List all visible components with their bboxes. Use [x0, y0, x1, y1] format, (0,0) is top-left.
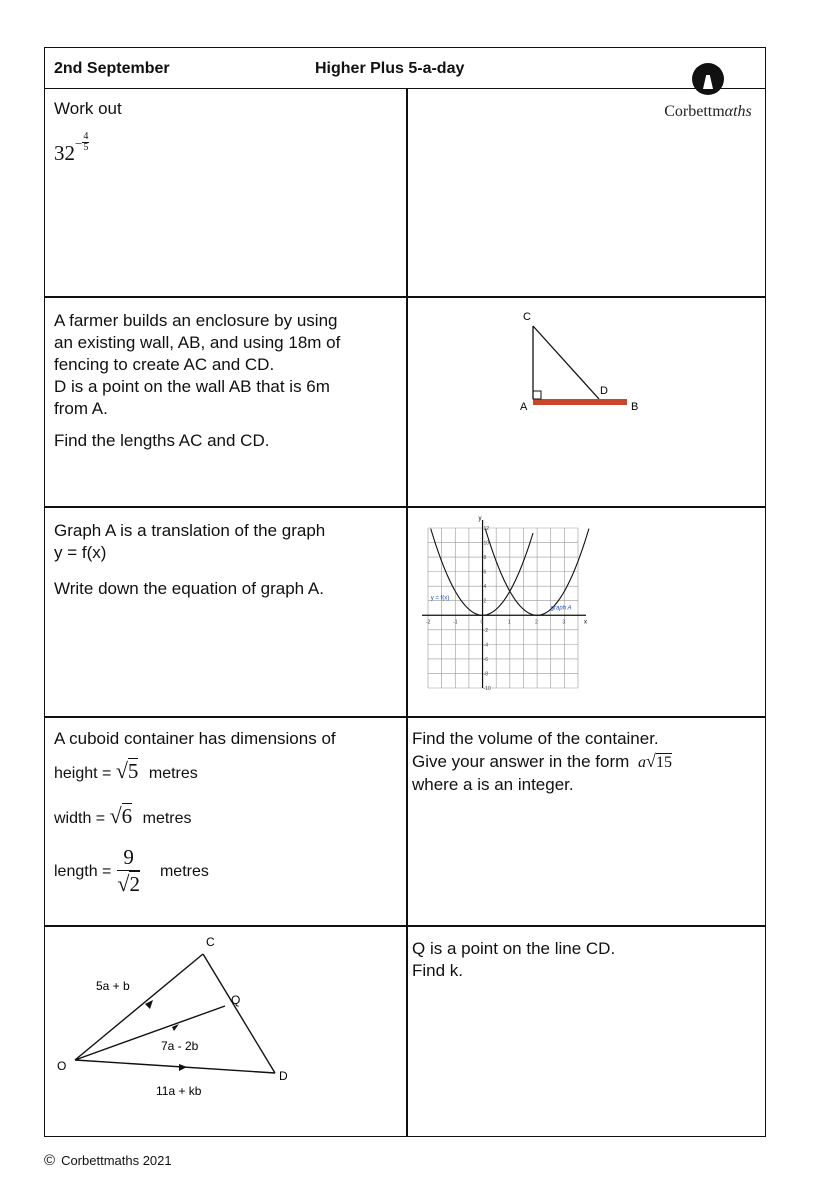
q4-height-row [54, 760, 399, 785]
q2-right-angle-mark [533, 391, 541, 399]
question-2 [54, 310, 399, 452]
y-tick-label: -2 [483, 627, 488, 634]
y-tick-label: -10 [483, 686, 491, 692]
q4-task-3: where a is an integer. [412, 775, 574, 794]
q4-height-sqrt-icon: √ [115, 758, 128, 783]
corbettmaths-logo-text [652, 103, 764, 121]
q4-height-value: 5 [127, 759, 139, 783]
q2-line-3: fencing to create AC and CD. [54, 355, 275, 374]
q4-task-2: Give your answer in the form [412, 752, 630, 771]
q4-intro: A cuboid container has dimensions of [54, 729, 336, 748]
q5-label-c: C [206, 935, 215, 949]
worksheet-table [44, 47, 766, 1137]
row-divider-2 [45, 506, 765, 508]
q5-vector-od-label: 11a + kb [156, 1084, 202, 1098]
y-tick-label: 12 [483, 526, 490, 532]
q5-line-od [75, 1060, 275, 1073]
q4-length-fraction [117, 846, 140, 898]
q2-label-a: A [520, 401, 528, 413]
question-5-task [412, 938, 757, 982]
q2-line-1: A farmer builds an enclosure by using [54, 311, 338, 330]
q4-width-value: 6 [121, 804, 133, 828]
y-tick-label: -6 [483, 656, 488, 663]
q4-length-sqrt-icon: √ [117, 871, 130, 896]
x-axis-label: x [584, 619, 587, 626]
y-tick-label: -8 [483, 671, 488, 678]
q5-label-d: D [279, 1069, 288, 1083]
curve-a-label: graph A [550, 605, 572, 612]
q3-line-2: y = f(x) [54, 543, 107, 562]
q4-length-denominator: 2 [129, 872, 140, 896]
q5-arrow-od [179, 1064, 187, 1071]
y-tick-label: 2 [483, 598, 487, 605]
y-tick-label: 8 [483, 555, 487, 562]
question-4 [54, 728, 399, 898]
q4-width-row [54, 805, 399, 830]
q4-width-sqrt-icon: √ [109, 803, 122, 828]
q2-line-6: Find the lengths AC and CD. [54, 431, 270, 450]
q4-form-sqrt-icon: √ [646, 751, 656, 771]
q1-exponent-sign: − [75, 136, 83, 151]
q2-line-4: D is a point on the wall AB that is 6m [54, 377, 330, 396]
footer [44, 1152, 172, 1169]
q4-height-label: height = [54, 765, 112, 782]
worksheet-title: Higher Plus 5-a-day [315, 60, 465, 77]
q2-label-b: B [631, 401, 639, 413]
q1-exponent-denominator: 5 [83, 142, 89, 153]
q2-line-2: an existing wall, AB, and using 18m of [54, 333, 341, 352]
y-tick-label: -4 [483, 642, 488, 649]
x-tick-label: 2 [535, 619, 538, 626]
corbettmaths-logo-icon [690, 62, 726, 96]
q4-task-1: Find the volume of the container. [412, 729, 659, 748]
q5-label-q: Q [231, 993, 241, 1007]
q1-exponent-numerator: 4 [83, 131, 89, 142]
q1-base: 32 [54, 141, 75, 165]
q1-expression [54, 131, 394, 167]
x-tick-label: 0 [480, 619, 484, 626]
y-tick-label: 6 [483, 569, 487, 576]
q5-line-1: Q is a point on the line CD. [412, 939, 616, 958]
q3-line-1: Graph A is a translation of the graph [54, 521, 326, 540]
q5-line-2: Find k. [412, 961, 464, 980]
q1-instruction: Work out [54, 99, 122, 118]
y-axis-label: y [478, 516, 482, 522]
q4-width-unit: metres [142, 810, 192, 827]
curve-f-label: y = f(x) [430, 595, 450, 602]
q4-form-coef: a [638, 754, 647, 771]
question-4-task [412, 728, 757, 796]
q2-triangle-diagram [515, 306, 665, 416]
q5-vector-diagram [53, 932, 303, 1102]
q4-length-label: length = [54, 863, 112, 880]
q4-length-unit: metres [159, 863, 209, 880]
date-label: 2nd September [54, 60, 170, 77]
q1-exponent-fraction [82, 132, 89, 153]
question-3 [54, 520, 399, 600]
q4-height-unit: metres [148, 765, 198, 782]
x-tick-label: -2 [426, 619, 431, 626]
x-tick-label: 1 [507, 619, 511, 626]
question-1 [54, 98, 394, 288]
q5-label-o: O [57, 1059, 67, 1073]
q3-graph [413, 514, 593, 704]
q5-line-cd [203, 954, 275, 1073]
q3-line-3: Write down the equation of graph A. [54, 579, 324, 598]
q4-task-2-row [412, 750, 757, 774]
q4-length-denominator-wrap [117, 871, 140, 898]
x-tick-label: 3 [562, 619, 566, 626]
x-tick-label: -1 [453, 619, 458, 626]
q4-form-radicand: 15 [655, 754, 672, 771]
corbettmaths-logo [652, 62, 764, 122]
y-tick-label: 10 [483, 540, 490, 547]
q5-vector-oc-label: 5a + b [96, 979, 130, 993]
q2-line-5: from A. [54, 399, 108, 418]
row-divider-1 [45, 296, 765, 298]
footer-text: Corbettmaths 2021 [61, 1153, 172, 1168]
logo-text-script: αths [724, 103, 752, 120]
q2-label-c: C [523, 311, 531, 323]
q2-wall-ab [533, 399, 627, 405]
q4-length-numerator: 9 [117, 846, 140, 871]
row-divider-4 [45, 925, 765, 927]
q5-line-oq [75, 1006, 225, 1060]
row-divider-3 [45, 716, 765, 718]
q2-label-d: D [600, 385, 608, 397]
q4-length-row [54, 846, 399, 898]
column-divider [406, 89, 408, 1137]
q2-side-cd [533, 326, 599, 399]
q5-vector-oq-label: 7a - 2b [161, 1039, 199, 1053]
q4-width-label: width = [54, 810, 106, 827]
logo-text-prefix: Corbettm [664, 103, 725, 120]
y-tick-label: 4 [483, 584, 487, 591]
copyright-icon: © [44, 1152, 56, 1169]
